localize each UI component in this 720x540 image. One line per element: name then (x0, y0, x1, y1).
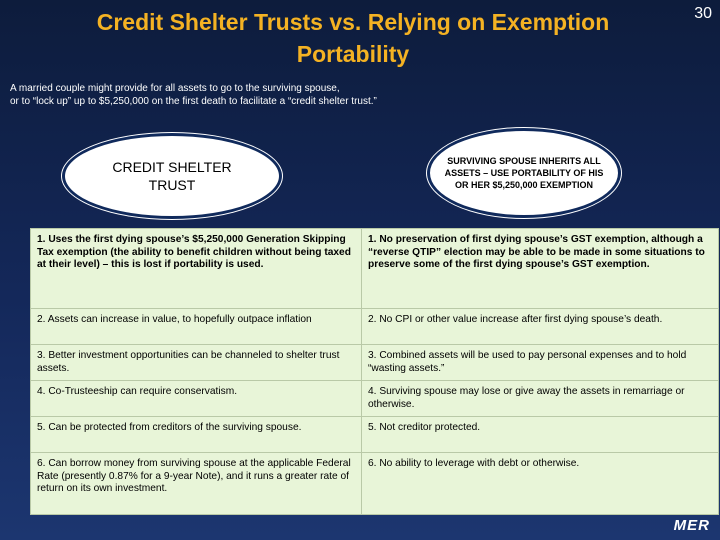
subtitle-line-1: A married couple might provide for all assets to go to the surviving spouse, (10, 83, 340, 94)
left-cell: 3. Better investment opportunities can be channeled to shelter trust assets. (31, 345, 362, 381)
title-line-1: Credit Shelter Trusts vs. Relying on Exemption (96, 9, 610, 35)
left-cell: 2. Assets can increase in value, to hopefully outpace inflation (31, 309, 362, 345)
slide-number: 30 (694, 5, 712, 22)
right-oval-label: SURVIVING SPOUSE INHERITS ALL ASSETS – USE PORTABILITY OF HIS OR HER $5,250,000 EXEMPTION (444, 156, 604, 190)
right-cell: 5. Not creditor protected. (362, 417, 719, 453)
table-row (31, 345, 719, 381)
left-cell: 6. Can borrow money from surviving spouse at the applicable Federal Rate (presently 0.87% for a 9-year Note), and it runs a greater rate of return on its own investment. (31, 453, 362, 515)
left-cell: 5. Can be protected from creditors of the surviving spouse. (31, 417, 362, 453)
left-oval-line-1: CREDIT SHELTER (112, 159, 232, 175)
right-cell: 2. No CPI or other value increase after first dying spouse’s death. (362, 309, 719, 345)
portability-oval (427, 128, 621, 218)
right-cell: 1. No preservation of first dying spouse’s GST exemption, although a “reverse QTIP” election may be able to be made in some situations to preserve some of the first dying spouse’s GST exemption. (362, 229, 719, 309)
table-row (31, 309, 719, 345)
right-cell: 3. Combined assets will be used to pay personal expenses and to hold “wasting assets.” (362, 345, 719, 381)
table-row (31, 417, 719, 453)
table-row (31, 453, 719, 515)
left-oval-line-2: TRUST (148, 177, 196, 193)
right-cell: 4. Surviving spouse may lose or give away the assets in remarriage or otherwise. (362, 381, 719, 417)
slide-title (13, 6, 693, 70)
credit-shelter-trust-oval (62, 133, 282, 219)
left-cell: 4. Co-Trusteeship can require conservatism. (31, 381, 362, 417)
left-cell: 1. Uses the first dying spouse’s $5,250,000 Generation Skipping Tax exemption (the ability to benefit children without being taxed at their level) – this is lost if portability is used. (31, 229, 362, 309)
subtitle-line-2: or to “lock up” up to $5,250,000 on the first death to facilitate a “credit shelter trust.” (10, 96, 377, 107)
table-row (31, 229, 719, 309)
slide-subtitle (10, 82, 710, 108)
title-line-2: Portability (296, 41, 410, 67)
right-cell: 6. No ability to leverage with debt or otherwise. (362, 453, 719, 515)
table-row (31, 381, 719, 417)
company-logo: MER (673, 517, 710, 534)
comparison-table (30, 228, 719, 515)
